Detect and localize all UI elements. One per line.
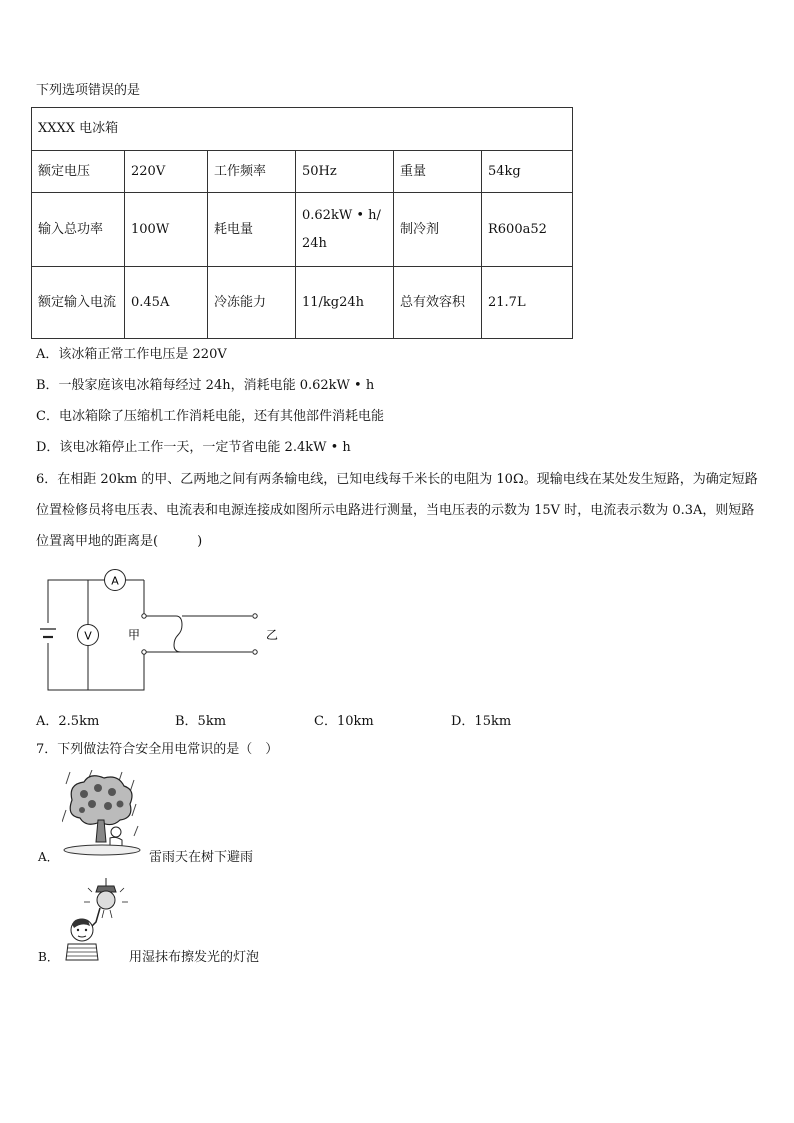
question-intro: 下列选项错误的是 — [36, 83, 141, 98]
ammeter-label: A — [111, 574, 119, 588]
table-cell: 220V — [125, 151, 208, 193]
table-row — [32, 267, 573, 339]
q7-option-b-letter: B． — [38, 950, 59, 964]
label-yi: 乙 — [266, 628, 279, 642]
table-cell: 100W — [125, 193, 208, 267]
table-cell: 制冷剂 — [394, 193, 482, 267]
terminal-dot — [253, 650, 257, 654]
table-cell: 工作频率 — [208, 151, 296, 193]
table-title-row — [32, 108, 573, 151]
table-cell: 21.7L — [482, 267, 573, 339]
fridge-spec-table — [31, 107, 573, 339]
q6-option-d: D．15km — [451, 714, 512, 729]
tree-in-rain-icon — [62, 770, 142, 860]
circuit-diagram — [40, 565, 290, 695]
table-cell: 输入总功率 — [32, 193, 125, 267]
q6-option-b: B．5km — [175, 714, 227, 729]
terminal-dot — [253, 614, 257, 618]
q5-option-a: A．该冰箱正常工作电压是 220V — [36, 347, 227, 362]
short-circuit-wire — [174, 616, 182, 652]
table-cell: 11/kg24h — [296, 267, 394, 339]
circuit-wire — [48, 643, 144, 690]
circuit-wire — [48, 580, 104, 623]
q7-option-a-text: 雷雨天在树下避雨 — [149, 850, 254, 865]
q6-option-a: A．2.5km — [36, 714, 100, 729]
q7-option-b-text: 用湿抹布擦发光的灯泡 — [129, 950, 260, 965]
table-cell: 冷冻能力 — [208, 267, 296, 339]
table-cell: 54kg — [482, 151, 573, 193]
table-cell: 重量 — [394, 151, 482, 193]
table-cell: 0.45A — [125, 267, 208, 339]
q5-option-d: D．该电冰箱停止工作一天，一定节省电能 2.4kW • h — [36, 440, 351, 455]
table-cell: 0.62kW • h/24h — [296, 193, 394, 267]
table-cell: 50Hz — [296, 151, 394, 193]
terminal-dot — [142, 614, 146, 618]
table-cell: 额定电压 — [32, 151, 125, 193]
table-cell: R600a52 — [482, 193, 573, 267]
terminal-dot — [142, 650, 146, 654]
table-cell: 额定输入电流 — [32, 267, 125, 339]
table-row — [32, 151, 573, 193]
table-cell: 总有效容积 — [394, 267, 482, 339]
table-row — [32, 193, 573, 267]
q5-option-c: C．电冰箱除了压缩机工作消耗电能，还有其他部件消耗电能 — [36, 409, 384, 424]
q5-option-b: B．一般家庭该电冰箱每经过 24h，消耗电能 0.62kW • h — [36, 378, 375, 393]
table-cell: 耗电量 — [208, 193, 296, 267]
label-jia: 甲 — [128, 628, 141, 642]
q7-option-a-letter: A． — [38, 850, 59, 864]
table-title: XXXX 电冰箱 — [32, 108, 573, 151]
voltmeter-label: V — [84, 629, 92, 643]
q6-option-c: C．10km — [314, 714, 374, 729]
question-6-text: 6．在相距 20km 的甲、乙两地之间有两条输电线，已知电线每千米长的电阻为 10Ω。现输电线在某处发生短路，为确定短路位置检修员将电压表、电流表和电源连接成如图所示电路进行测量，当电压表的示数为 15V 时，电流表示数为 0.3A，则短路位置离甲地的距离是( ) — [36, 472, 758, 549]
question-7-text: 7．下列做法符合安全用电常识的是（ ） — [36, 742, 279, 757]
wiping-bulb-icon — [60, 878, 130, 964]
